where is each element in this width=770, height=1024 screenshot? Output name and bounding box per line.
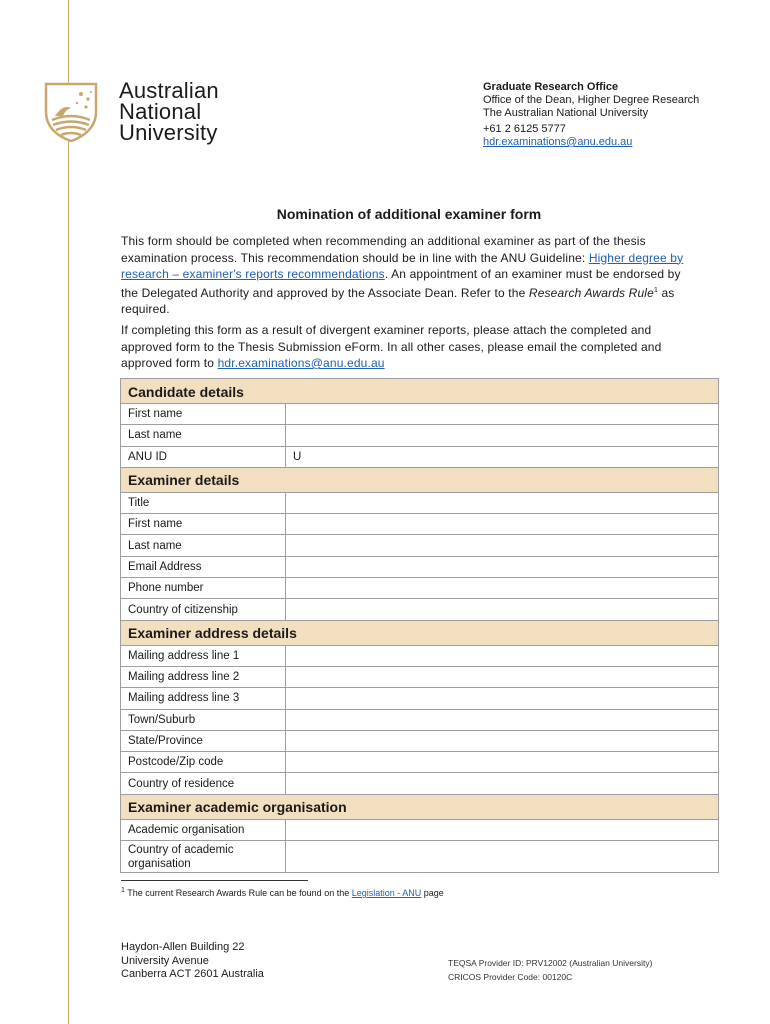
- field-label: ANU ID: [121, 446, 286, 467]
- submission-paragraph: If completing this form as a result of divergent examiner reports, please attach the completed and approved form to the Thesis Submission eForm. In all other cases, please email the completed and approved form to hdr.examinations@anu.edu.au: [121, 323, 662, 370]
- form-row: [121, 730, 719, 751]
- examiner-heading: Examiner details: [121, 467, 719, 492]
- candidate-heading: Candidate details: [121, 379, 719, 404]
- field-input[interactable]: U: [286, 446, 719, 467]
- address-section: [121, 620, 719, 794]
- field-input[interactable]: [286, 666, 719, 687]
- field-label: Academic organisation: [121, 819, 286, 840]
- office-phone: +61 2 6125 5777: [483, 123, 566, 135]
- legislation-link[interactable]: Legislation - ANU: [351, 888, 422, 898]
- form-row: [121, 666, 719, 687]
- footnote-divider: [121, 880, 308, 881]
- margin-rule: [68, 0, 69, 1024]
- footnote: $^1$ The current Research Awards Rule can be found on the Legislation - ANU page: [121, 887, 444, 898]
- form-row: [121, 752, 719, 773]
- form-row: [121, 688, 719, 709]
- teqsa-id: TEQSA Provider ID: PRV12002 (Australian University): [448, 958, 653, 968]
- examiner-section: [121, 467, 719, 620]
- field-label: Mailing address line 1: [121, 645, 286, 666]
- field-label: First name: [121, 514, 286, 535]
- field-input[interactable]: [286, 730, 719, 751]
- field-input[interactable]: [286, 688, 719, 709]
- form-row: [121, 446, 719, 467]
- field-input[interactable]: [286, 578, 719, 599]
- field-input[interactable]: [286, 425, 719, 446]
- provider-codes: [448, 956, 652, 984]
- office-dept: Office of the Dean, Higher Degree Research: [483, 94, 700, 106]
- form-row: [121, 773, 719, 794]
- nomination-form-table: [120, 378, 719, 873]
- office-email-link[interactable]: hdr.examinations@anu.edu.au: [483, 136, 633, 148]
- form-row: [121, 492, 719, 513]
- form-row: [121, 599, 719, 620]
- form-row: [121, 425, 719, 446]
- field-label: Mailing address line 2: [121, 666, 286, 687]
- field-label: Title: [121, 492, 286, 513]
- candidate-section: [121, 379, 719, 468]
- field-label: Last name: [121, 535, 286, 556]
- guideline-link[interactable]: Higher degree by research – examiner's reports recommendations: [121, 250, 684, 281]
- office-contact: [483, 81, 699, 149]
- field-label: Phone number: [121, 578, 286, 599]
- form-row: [121, 709, 719, 730]
- form-row: [121, 819, 719, 840]
- anu-wordmark: Australian National University: [119, 78, 219, 145]
- form-row: [121, 556, 719, 577]
- field-label: Country of residence: [121, 773, 286, 794]
- field-input[interactable]: [286, 645, 719, 666]
- page-title: Nomination of additional examiner form: [276, 206, 542, 222]
- footer-address: Haydon-Allen Building 22 University Avenue Canberra ACT 2601 Australia: [121, 941, 264, 980]
- field-label: Last name: [121, 425, 286, 446]
- field-input[interactable]: [286, 752, 719, 773]
- field-input[interactable]: [286, 599, 719, 620]
- office-university: The Australian National University: [483, 107, 649, 119]
- field-input[interactable]: [286, 535, 719, 556]
- form-row: [121, 578, 719, 599]
- field-input[interactable]: [286, 819, 719, 840]
- field-label: Country of academic organisation: [121, 841, 286, 873]
- field-input[interactable]: [286, 492, 719, 513]
- organisation-section: [121, 794, 719, 872]
- cricos-code: CRICOS Provider Code: 00120C: [448, 972, 573, 982]
- submission-email-link[interactable]: hdr.examinations@anu.edu.au: [217, 356, 385, 370]
- field-input[interactable]: [286, 556, 719, 577]
- field-label: Mailing address line 3: [121, 688, 286, 709]
- field-input[interactable]: [286, 841, 719, 873]
- field-label: Email Address: [121, 556, 286, 577]
- form-row: [121, 645, 719, 666]
- organisation-heading: Examiner academic organisation: [121, 794, 719, 819]
- field-input[interactable]: [286, 404, 719, 425]
- address-heading: Examiner address details: [121, 620, 719, 645]
- field-label: State/Province: [121, 730, 286, 751]
- intro-paragraph: This form should be completed when recommending an additional examiner as part of the thesis examination process. This recommendation should be in line with the ANU Guideline: Higher degree by research – examiner's reports recommendations. An appointment of an examiner must be endorsed by the Delegated Authority and approved by the Associate Dean. Refer to the Research Awards Rule$^1$ as required.: [121, 234, 684, 316]
- rule-name: Research Awards Rule: [528, 285, 654, 300]
- anu-crest-icon: [43, 82, 99, 142]
- field-label: Town/Suburb: [121, 709, 286, 730]
- field-label: Postcode/Zip code: [121, 752, 286, 773]
- field-label: Country of citizenship: [121, 599, 286, 620]
- anu-logo: [43, 78, 233, 145]
- field-label: First name: [121, 404, 286, 425]
- form-row: [121, 404, 719, 425]
- form-row: [121, 841, 719, 873]
- field-input[interactable]: [286, 709, 719, 730]
- footnote-ref: 1: [653, 286, 658, 294]
- office-name: Graduate Research Office: [483, 81, 619, 93]
- form-row: [121, 514, 719, 535]
- field-input[interactable]: [286, 773, 719, 794]
- field-input[interactable]: [286, 514, 719, 535]
- form-row: [121, 535, 719, 556]
